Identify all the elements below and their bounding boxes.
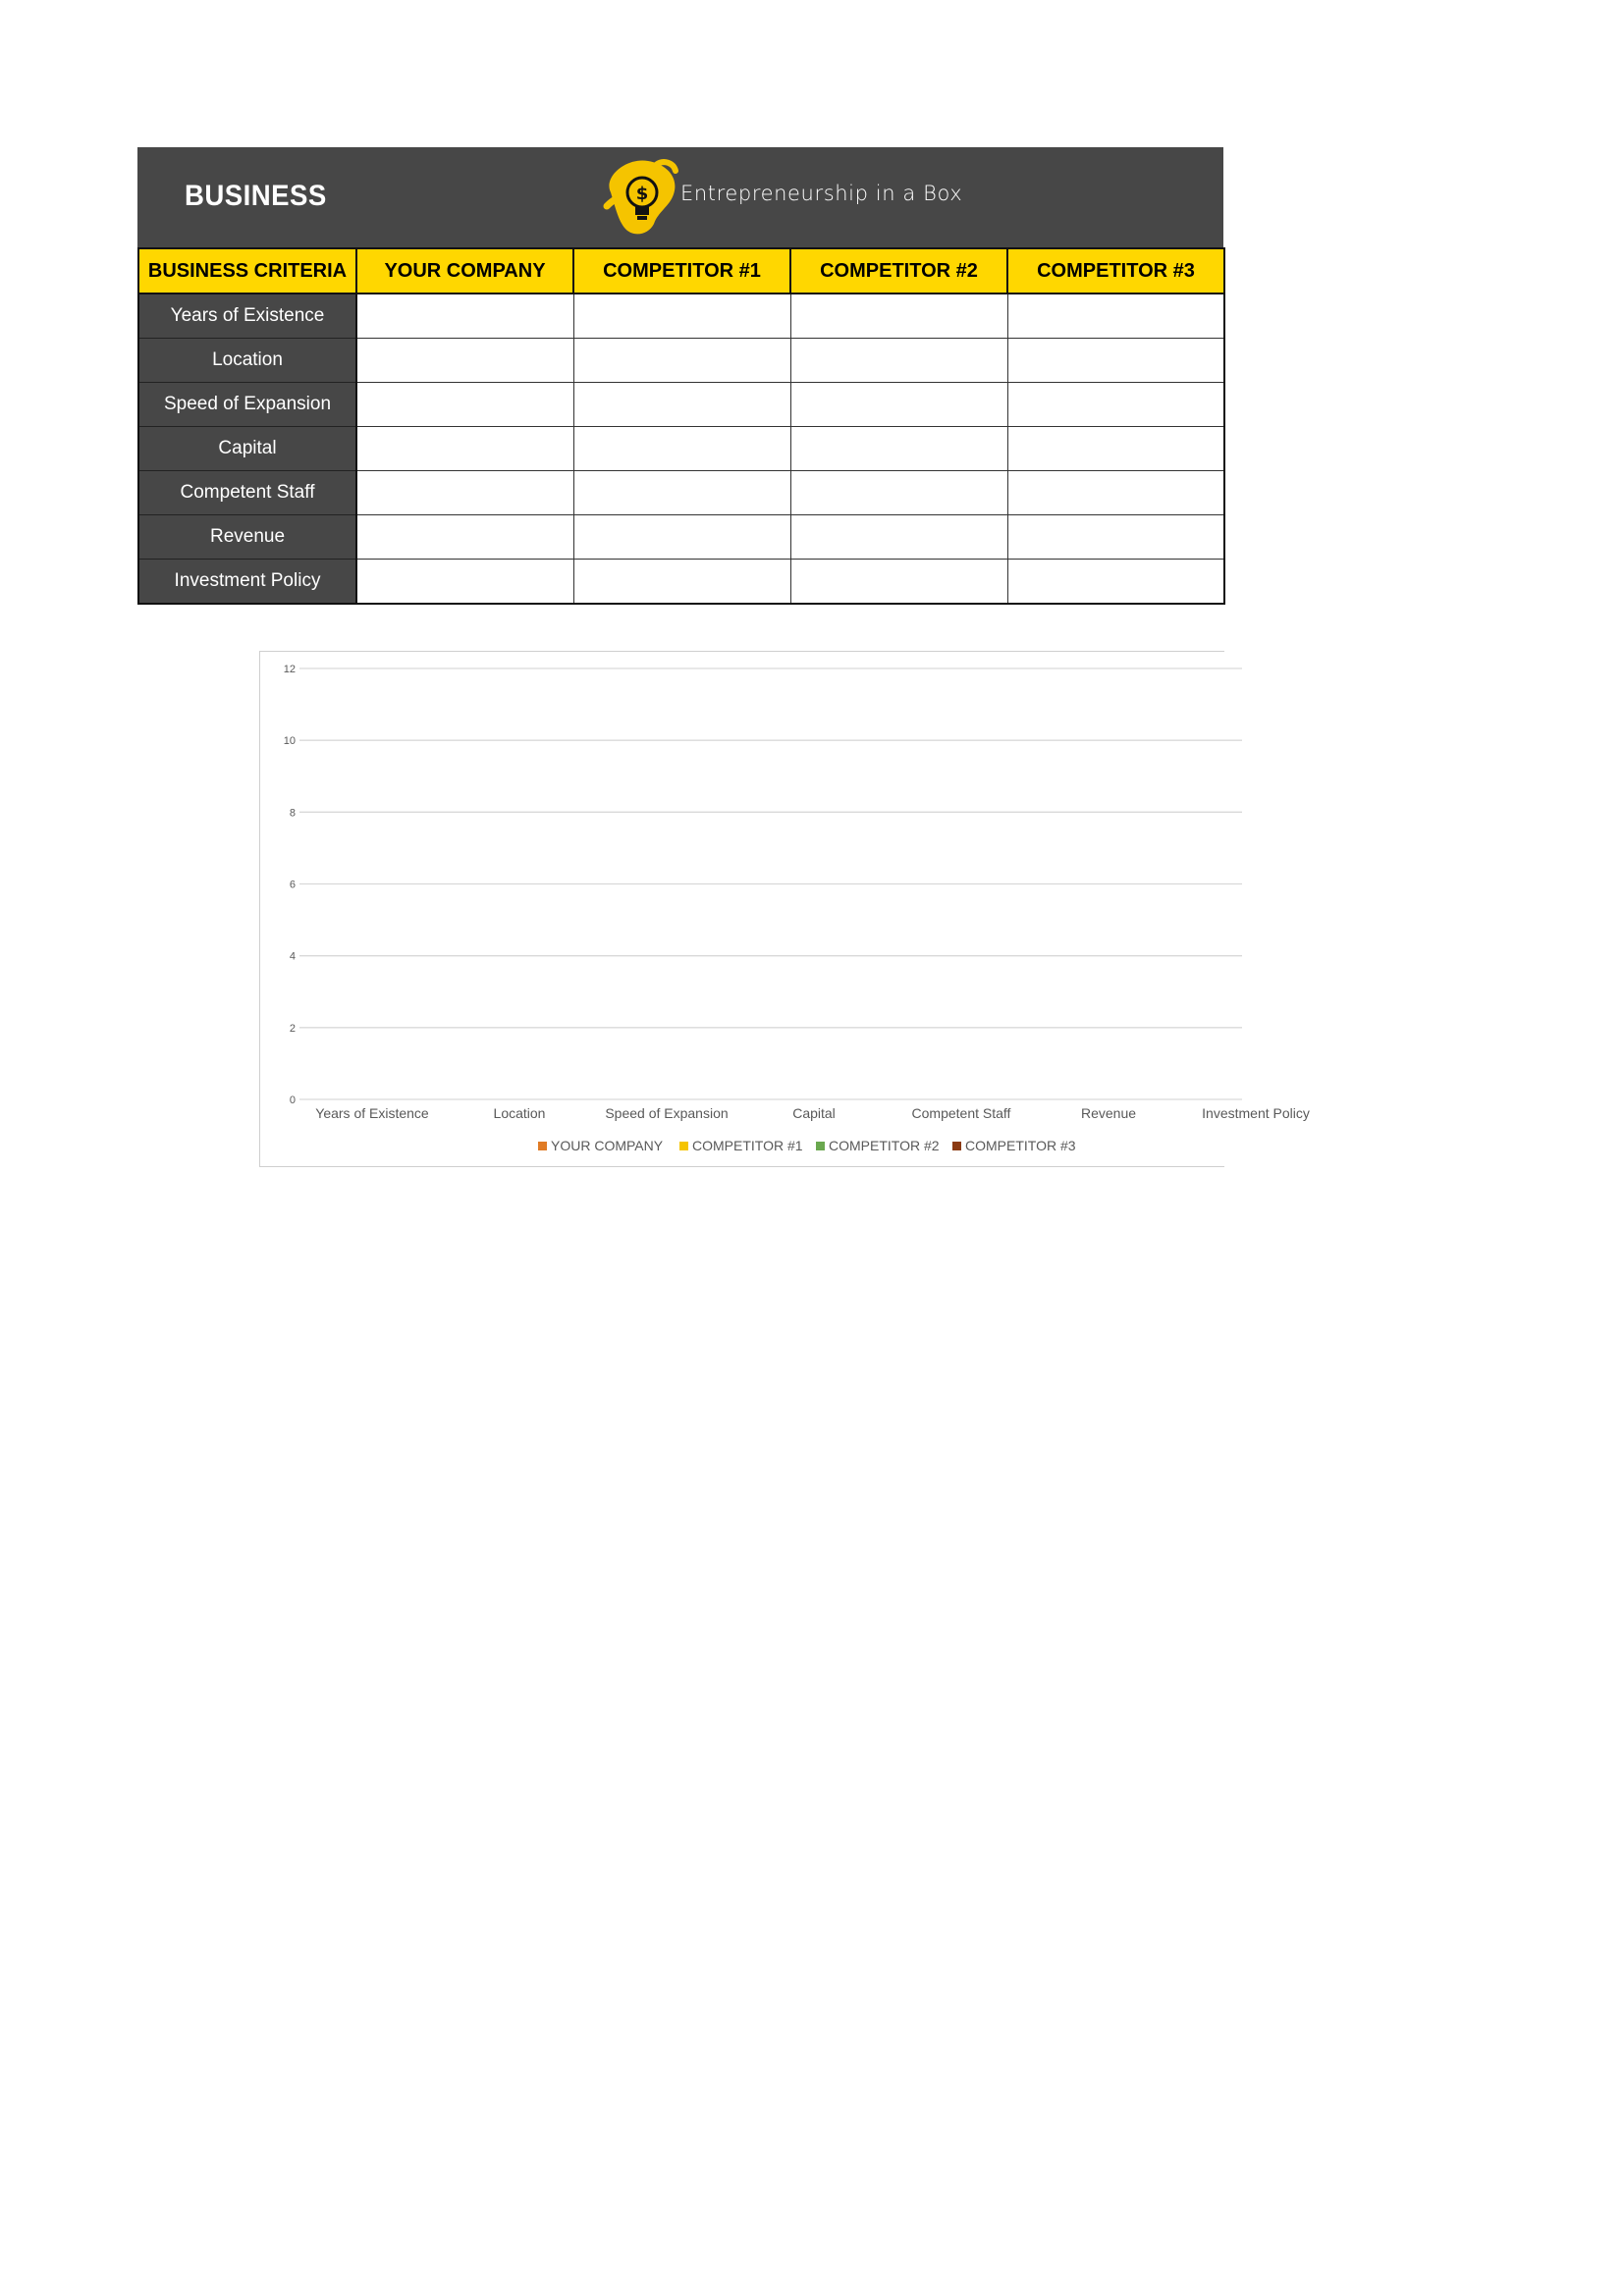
table-row [138, 294, 1224, 339]
y-tick-label: 6 [289, 879, 296, 891]
legend-label: YOUR COMPANY [551, 1138, 664, 1153]
cell-competitor-1[interactable] [573, 383, 790, 427]
x-tick-label: Revenue [1080, 1105, 1137, 1121]
x-tick-label: Capital [792, 1105, 836, 1121]
table-row [138, 427, 1224, 471]
cell-competitor-3[interactable] [1007, 294, 1224, 339]
cell-your-company[interactable] [356, 339, 573, 383]
y-tick-label: 0 [289, 1095, 296, 1106]
criteria-location: Location [138, 339, 356, 383]
cell-competitor-2[interactable] [790, 427, 1007, 471]
cell-competitor-2[interactable] [790, 294, 1007, 339]
cell-competitor-3[interactable] [1007, 383, 1224, 427]
cell-competitor-3[interactable] [1007, 471, 1224, 515]
criteria-speed-of-expansion: Speed of Expansion [138, 383, 356, 427]
cell-your-company[interactable] [356, 560, 573, 605]
table-row [138, 515, 1224, 560]
cell-competitor-2[interactable] [790, 515, 1007, 560]
banner-title: BUSINESS [185, 180, 327, 212]
cell-competitor-2[interactable] [790, 560, 1007, 605]
cell-competitor-2[interactable] [790, 383, 1007, 427]
header-row [138, 248, 1224, 294]
legend-label: COMPETITOR #2 [829, 1138, 940, 1153]
cell-competitor-1[interactable] [573, 515, 790, 560]
y-tick-label: 8 [289, 807, 296, 820]
criteria-investment-policy: Investment Policy [138, 560, 356, 605]
cell-competitor-3[interactable] [1007, 427, 1224, 471]
cell-competitor-1[interactable] [573, 339, 790, 383]
criteria-years-of-existence: Years of Existence [138, 294, 356, 339]
lightbulb-dollar-icon [597, 155, 687, 240]
chart-svg [260, 652, 1310, 1166]
header-competitor-3: COMPETITOR #3 [1007, 248, 1224, 294]
table-row [138, 383, 1224, 427]
x-tick-label: Location [493, 1105, 546, 1121]
cell-competitor-2[interactable] [790, 471, 1007, 515]
x-tick-label: Years of Existence [315, 1105, 429, 1121]
y-tick-label: 12 [283, 664, 296, 675]
table-row [138, 471, 1224, 515]
header-your-company: YOUR COMPANY [356, 248, 573, 294]
legend-swatch [679, 1142, 688, 1150]
cell-competitor-2[interactable] [790, 339, 1007, 383]
y-tick-label: 10 [283, 735, 296, 748]
comparison-bar-chart [259, 651, 1310, 1167]
banner [137, 147, 1223, 247]
criteria-competent-staff: Competent Staff [138, 471, 356, 515]
cell-competitor-3[interactable] [1007, 560, 1224, 605]
cell-competitor-1[interactable] [573, 560, 790, 605]
criteria-revenue: Revenue [138, 515, 356, 560]
legend-swatch [816, 1142, 825, 1150]
cell-competitor-3[interactable] [1007, 515, 1224, 560]
table-row [138, 560, 1224, 605]
cell-competitor-1[interactable] [573, 471, 790, 515]
cell-your-company[interactable] [356, 294, 573, 339]
competitor-analysis-sheet [137, 147, 1223, 605]
logo-text: Entrepreneurship in a Box [680, 182, 963, 205]
header-business-criteria: BUSINESS CRITERIA [138, 248, 356, 294]
legend-swatch [952, 1142, 961, 1150]
x-tick-label: Investment Policy [1202, 1105, 1310, 1121]
cell-competitor-1[interactable] [573, 427, 790, 471]
table-row [138, 339, 1224, 383]
cell-competitor-3[interactable] [1007, 339, 1224, 383]
y-tick-label: 2 [289, 1022, 296, 1035]
legend-label: COMPETITOR #1 [692, 1138, 803, 1153]
cell-competitor-1[interactable] [573, 294, 790, 339]
cell-your-company[interactable] [356, 427, 573, 471]
criteria-capital: Capital [138, 427, 356, 471]
x-tick-label: Speed of Expansion [605, 1105, 729, 1121]
legend-label: COMPETITOR #3 [965, 1138, 1076, 1153]
svg-text:$: $ [635, 184, 649, 204]
logo [597, 155, 1009, 240]
x-tick-label: Competent Staff [911, 1105, 1011, 1121]
header-competitor-2: COMPETITOR #2 [790, 248, 1007, 294]
header-competitor-1: COMPETITOR #1 [573, 248, 790, 294]
legend-swatch [538, 1142, 547, 1150]
criteria-table [137, 247, 1225, 605]
cell-your-company[interactable] [356, 515, 573, 560]
y-tick-label: 4 [289, 950, 296, 963]
cell-your-company[interactable] [356, 471, 573, 515]
cell-your-company[interactable] [356, 383, 573, 427]
